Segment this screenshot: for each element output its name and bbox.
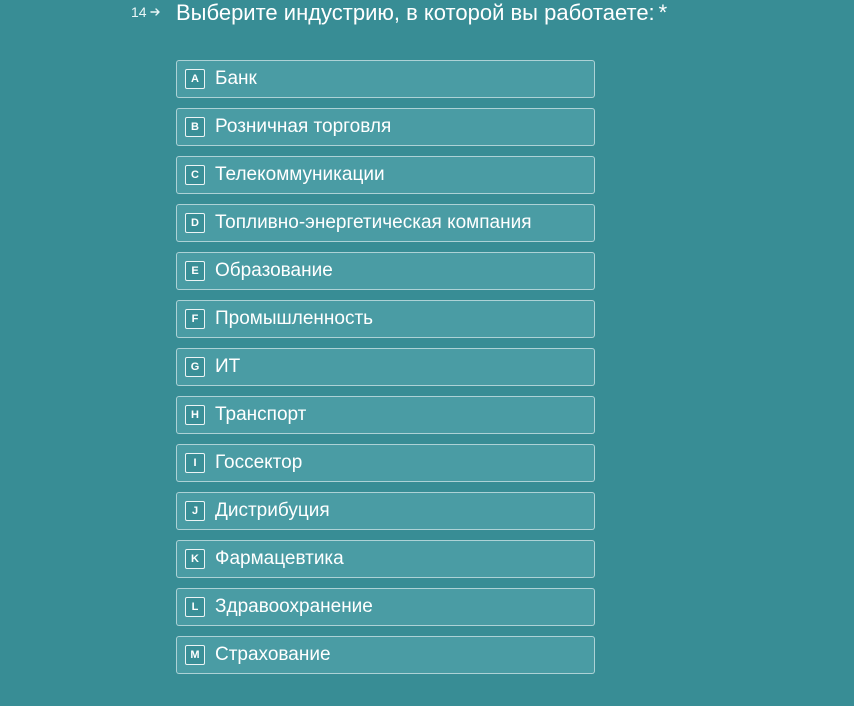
option-key: D: [185, 213, 205, 233]
question-title-text: Выберите индустрию, в которой вы работаете:: [176, 0, 655, 25]
option-label: Дистрибуция: [215, 500, 330, 521]
option-i[interactable]: [176, 444, 595, 482]
option-label: Топливно-энергетическая компания: [215, 212, 532, 233]
option-key: I: [185, 453, 205, 473]
option-key: C: [185, 165, 205, 185]
option-h[interactable]: [176, 396, 595, 434]
option-m[interactable]: [176, 636, 595, 674]
option-l[interactable]: [176, 588, 595, 626]
option-k[interactable]: [176, 540, 595, 578]
option-label: Образование: [215, 260, 333, 281]
option-label: Здравоохранение: [215, 596, 373, 617]
option-key: M: [185, 645, 205, 665]
question-number: [131, 4, 161, 20]
option-key: K: [185, 549, 205, 569]
option-key: L: [185, 597, 205, 617]
option-c[interactable]: [176, 156, 595, 194]
option-e[interactable]: [176, 252, 595, 290]
option-label: Транспорт: [215, 404, 307, 425]
option-label: Розничная торговля: [215, 116, 392, 137]
option-label: Страхование: [215, 644, 331, 665]
option-key: F: [185, 309, 205, 329]
option-label: ИТ: [215, 356, 241, 377]
option-key: H: [185, 405, 205, 425]
option-label: Госсектор: [215, 452, 303, 473]
option-label: Фармацевтика: [215, 548, 344, 569]
question-header: [0, 0, 854, 30]
option-label: Банк: [215, 68, 257, 89]
option-label: Телекоммуникации: [215, 164, 385, 185]
option-label: Промышленность: [215, 308, 374, 329]
arrow-right-icon: [150, 7, 161, 17]
option-key: E: [185, 261, 205, 281]
question-number-text: 14: [131, 4, 147, 20]
option-key: J: [185, 501, 205, 521]
option-a[interactable]: [176, 60, 595, 98]
question-title: [176, 0, 667, 26]
option-key: B: [185, 117, 205, 137]
option-j[interactable]: [176, 492, 595, 530]
option-b[interactable]: [176, 108, 595, 146]
option-f[interactable]: [176, 300, 595, 338]
option-key: G: [185, 357, 205, 377]
option-key: A: [185, 69, 205, 89]
option-d[interactable]: [176, 204, 595, 242]
option-g[interactable]: [176, 348, 595, 386]
required-mark: *: [658, 0, 668, 25]
